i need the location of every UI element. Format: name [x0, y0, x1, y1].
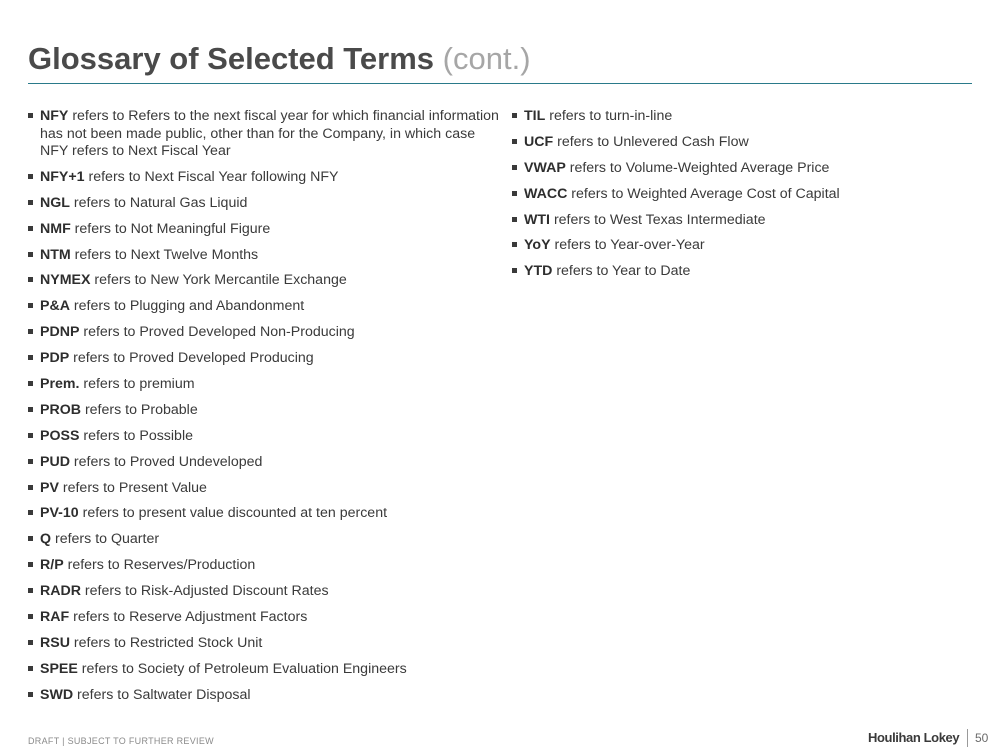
glossary-term: PV [40, 479, 59, 496]
glossary-definition: refers to Present Value [58, 479, 207, 496]
glossary-term: TIL [524, 108, 546, 124]
glossary-item [28, 454, 500, 472]
glossary-term: PDP [40, 350, 70, 367]
glossary-definition: refers to Next Twelve Months [70, 246, 259, 263]
square-bullet-icon [28, 200, 33, 205]
square-bullet-icon [512, 242, 517, 247]
glossary-item [512, 134, 952, 152]
glossary-definition: refers to Probable [81, 401, 198, 418]
glossary-item [28, 108, 500, 161]
glossary-definition: refers to Saltwater Disposal [73, 686, 251, 703]
glossary-definition: refers to Natural Gas Liquid [69, 194, 248, 211]
glossary-term: NFY+1 [40, 168, 85, 185]
square-bullet-icon [512, 268, 517, 273]
glossary-term: VWAP [524, 159, 566, 176]
brand-logo: Houlihan Lokey [868, 730, 960, 745]
page-title [28, 40, 531, 78]
glossary-definition: refers to Year-over-Year [550, 237, 705, 254]
glossary-term: RAF [40, 609, 70, 626]
square-bullet-icon [28, 614, 33, 619]
glossary-item [28, 480, 500, 498]
glossary-term: RSU [40, 634, 70, 651]
glossary-definition: refers to Proved Undeveloped [69, 453, 263, 470]
square-bullet-icon [28, 692, 33, 697]
glossary-term: PV-10 [40, 505, 79, 522]
glossary-definition: refers to West Texas Intermediate [550, 211, 766, 228]
square-bullet-icon [28, 277, 33, 282]
glossary-term: NMF [40, 220, 71, 237]
glossary-item [28, 609, 500, 627]
glossary-item [28, 298, 500, 316]
glossary-item [28, 247, 500, 265]
square-bullet-icon [28, 640, 33, 645]
glossary-definition: refers to Proved Developed Producing [69, 350, 314, 367]
glossary-item [512, 212, 952, 230]
glossary-item [28, 428, 500, 446]
glossary-term: UCF [524, 133, 554, 150]
square-bullet-icon [28, 226, 33, 231]
glossary-definition: refers to Proved Developed Non-Producing [79, 324, 355, 341]
glossary-definition: refers to Not Meaningful Figure [70, 220, 271, 237]
square-bullet-icon [512, 113, 517, 118]
glossary-definition: refers to Weighted Average Cost of Capital [567, 185, 840, 202]
glossary-definition: refers to Refers to the next fiscal year for which financial information has not been made public, other than for the Company, in which case NFY refers to Next Fiscal Year [40, 108, 499, 159]
square-bullet-icon [28, 113, 33, 118]
glossary-definition: refers to Year to Date [552, 263, 691, 280]
glossary-term: NFY [40, 108, 69, 124]
square-bullet-icon [28, 407, 33, 412]
glossary-left-column [28, 108, 500, 713]
glossary-definition: refers to New York Mercantile Exchange [90, 272, 347, 289]
glossary-definition: refers to Reserves/Production [63, 557, 256, 574]
square-bullet-icon [512, 139, 517, 144]
title-divider [28, 83, 972, 84]
glossary-item [28, 661, 500, 679]
glossary-term: PUD [40, 453, 70, 470]
square-bullet-icon [28, 433, 33, 438]
square-bullet-icon [28, 174, 33, 179]
square-bullet-icon [28, 329, 33, 334]
glossary-definition: refers to Risk-Adjusted Discount Rates [80, 583, 329, 600]
glossary-term: NGL [40, 194, 70, 211]
glossary-definition: refers to Restricted Stock Unit [69, 634, 263, 651]
square-bullet-icon [512, 217, 517, 222]
square-bullet-icon [28, 355, 33, 360]
glossary-term: NYMEX [40, 272, 91, 289]
glossary-definition: refers to premium [79, 376, 195, 393]
glossary-item [512, 160, 952, 178]
glossary-definition: refers to Reserve Adjustment Factors [69, 609, 308, 626]
page-title-subtitle: (cont.) [442, 41, 531, 76]
glossary-item [28, 350, 500, 368]
glossary-term: SPEE [40, 660, 78, 677]
square-bullet-icon [28, 666, 33, 671]
footer-separator [967, 729, 968, 747]
glossary-right-column [512, 108, 952, 289]
glossary-definition: refers to present value discounted at ten percent [78, 505, 388, 522]
glossary-item [28, 221, 500, 239]
glossary-term: PROB [40, 401, 81, 418]
glossary-term: WACC [524, 185, 568, 202]
square-bullet-icon [512, 165, 517, 170]
glossary-definition: refers to Volume-Weighted Average Price [565, 159, 830, 176]
glossary-item [512, 186, 952, 204]
page-number: 50 [975, 731, 989, 745]
glossary-term: SWD [40, 686, 74, 703]
glossary-term: POSS [40, 427, 80, 444]
glossary-definition: refers to Society of Petroleum Evaluation Engineers [77, 660, 407, 677]
square-bullet-icon [28, 303, 33, 308]
glossary-item [28, 583, 500, 601]
glossary-item [28, 531, 500, 549]
glossary-term: YoY [524, 237, 551, 254]
glossary-definition: refers to Unlevered Cash Flow [553, 133, 749, 150]
glossary-item [512, 263, 952, 281]
square-bullet-icon [28, 252, 33, 257]
glossary-definition: refers to Plugging and Abandonment [69, 298, 305, 315]
glossary-term: RADR [40, 583, 81, 600]
glossary-term: PDNP [40, 324, 80, 341]
glossary-item [512, 237, 952, 255]
square-bullet-icon [28, 459, 33, 464]
glossary-item [28, 169, 500, 187]
square-bullet-icon [28, 562, 33, 567]
glossary-term: R/P [40, 557, 64, 574]
glossary-item [28, 272, 500, 290]
square-bullet-icon [28, 588, 33, 593]
glossary-item [28, 195, 500, 213]
square-bullet-icon [28, 536, 33, 541]
glossary-definition: refers to turn-in-line [545, 108, 673, 124]
page-title-main: Glossary of Selected Terms [28, 41, 435, 76]
square-bullet-icon [512, 191, 517, 196]
glossary-term: Prem. [40, 376, 80, 393]
glossary-item [28, 557, 500, 575]
glossary-term: WTI [524, 211, 550, 228]
square-bullet-icon [28, 485, 33, 490]
glossary-term: NTM [40, 246, 71, 263]
square-bullet-icon [28, 381, 33, 386]
glossary-item [512, 108, 952, 126]
glossary-definition: refers to Quarter [51, 531, 160, 548]
glossary-item [28, 505, 500, 523]
glossary-term: YTD [524, 263, 553, 280]
glossary-item [28, 324, 500, 342]
draft-label: DRAFT | SUBJECT TO FURTHER REVIEW [28, 736, 214, 746]
glossary-item [28, 687, 500, 705]
glossary-term: P&A [40, 298, 70, 315]
square-bullet-icon [28, 510, 33, 515]
glossary-item [28, 376, 500, 394]
glossary-definition: refers to Possible [79, 427, 193, 444]
glossary-item [28, 402, 500, 420]
glossary-term: Q [40, 531, 52, 548]
glossary-item [28, 635, 500, 653]
glossary-definition: refers to Next Fiscal Year following NFY [84, 168, 339, 185]
